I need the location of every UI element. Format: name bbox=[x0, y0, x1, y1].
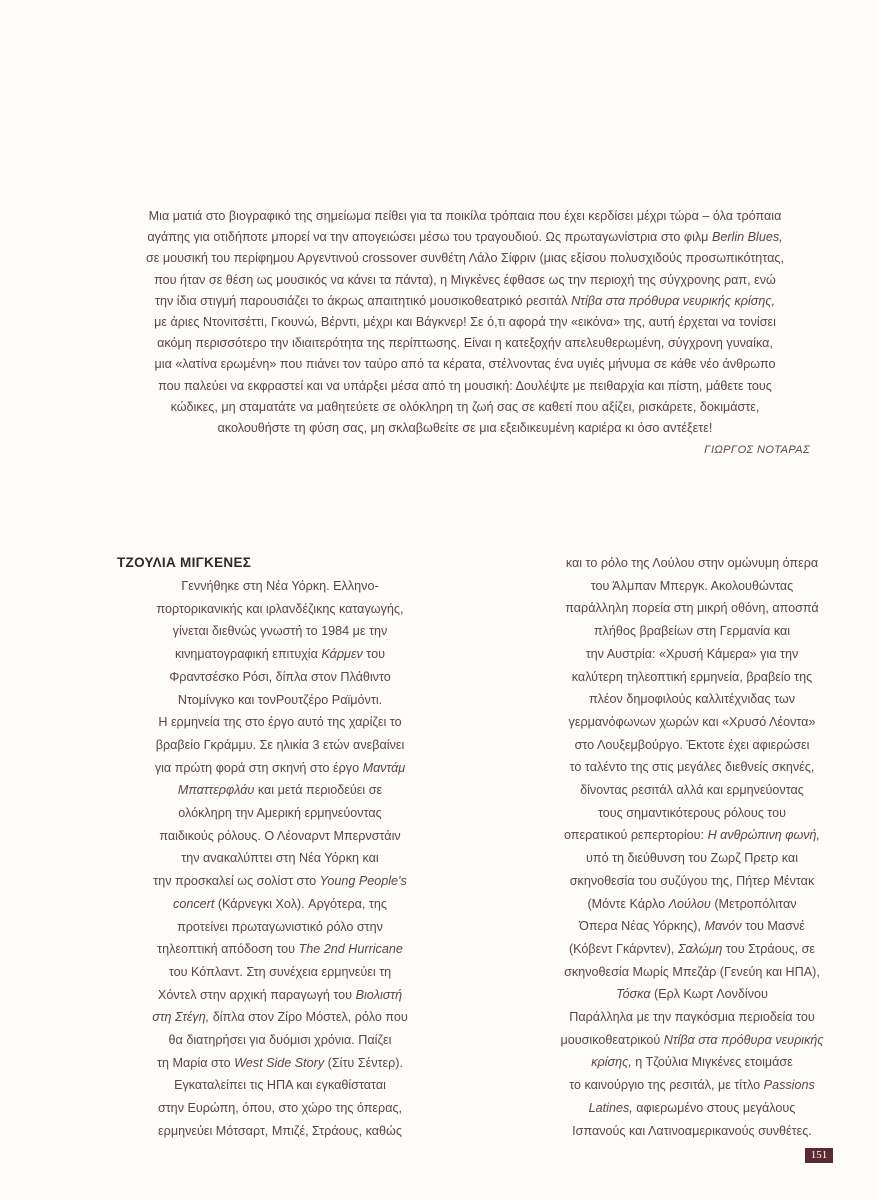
intro-text: αγάπης για οτιδήποτε μπορεί να την απογειώσει μέσω του τραγουδιού. Ως πρωταγωνίστρια στο φιλμ bbox=[147, 230, 709, 245]
work-title: Young People's bbox=[319, 874, 407, 889]
bio-line bbox=[110, 779, 450, 802]
bio-text: (Κάρνεγκι Χολ). Αργότερα, της bbox=[217, 896, 387, 911]
bio-line: του Κόπλαντ. Στη συνέχεια ερμηνεύει τη bbox=[168, 964, 392, 979]
intro-line: ακολουθήστε τη φύση σας, μη σκλαβωθείτε σε μια εξειδικευμένη καριέρα κι όσο αντέξετε! bbox=[217, 421, 713, 436]
intro-line: Μια ματιά στο βιογραφικό της σημείωμα πείθει για τα ποικίλα τρόπαια που έχει κερδίσει μέχρι τώρα – όλα τρόπαια bbox=[148, 209, 782, 223]
intro-line: που ήταν σε θέση ως μουσικός να κάνει τα πάντα), η Μιγκένες έφθασε ως την περιοχή της σύγχρονης ραπ, ενώ bbox=[154, 272, 776, 287]
bio-line: Ισπανούς και Λατινοαμερικανούς συνθέτες. bbox=[572, 1123, 812, 1138]
bio-line: πλέον δημοφιλούς καλλιτέχνιδας των bbox=[588, 692, 796, 707]
bio-line bbox=[110, 893, 450, 916]
bio-text: Χόντελ στην αρχική παραγωγή του bbox=[157, 987, 353, 1002]
bio-line bbox=[110, 938, 450, 961]
intro-paragraph bbox=[118, 206, 812, 439]
bio-text: (Ερλ Κωρτ Λονδίνου bbox=[654, 987, 768, 1002]
bio-line: Εγκαταλείπει τις ΗΠΑ και εγκαθίσταται bbox=[174, 1078, 386, 1093]
bio-line bbox=[110, 984, 450, 1007]
bio-text: (Σίτυ Σέντερ). bbox=[327, 1055, 403, 1070]
intro-line: μια «λατίνα ερωμένη» που πιάνει τον ταύρο από τα κέρατα, στέλνοντας ένα υγιές μήνυμα σε κάθε νέο άνθρωπο bbox=[154, 357, 776, 372]
work-title: Βιολιστή bbox=[355, 987, 403, 1002]
bio-text: του Μασνέ bbox=[745, 919, 805, 934]
bio-line: στο Λουξεμβούργο. Έκτοτε έχει αφιερώσει bbox=[574, 737, 810, 752]
bio-text: οπερατικού ρεπερτορίου: bbox=[563, 828, 705, 843]
bio-line bbox=[522, 893, 862, 916]
bio-line bbox=[522, 1051, 862, 1074]
bio-line: παιδικούς ρόλους. Ο Λέοναρντ Μπερνστάιν bbox=[159, 828, 401, 843]
bio-line: Παράλληλα με την παγκόσμια περιοδεία του bbox=[569, 1010, 815, 1025]
bio-text: την προσκαλεί ως σολίστ στο bbox=[153, 874, 317, 889]
work-title: The 2nd Hurricane bbox=[298, 942, 403, 957]
bio-text: (Κόβεντ Γκάρντεν), bbox=[568, 941, 675, 956]
film-title: Berlin Blues, bbox=[711, 230, 783, 245]
bio-line: πλήθος βραβείων στη Γερμανία και bbox=[593, 624, 791, 639]
bio-line bbox=[110, 1052, 450, 1075]
intro-line: σε μουσική του περίφημου Αργεντινού crossover συνθέτη Λάλο Σίφριν (μιας εξίσου πολυσχιδούς προσωπικότητας, bbox=[146, 251, 784, 266]
bio-text: για πρώτη φορά στη σκηνή στο έργο bbox=[154, 760, 360, 775]
bio-text: (Μόντε Κάρλο bbox=[587, 896, 666, 911]
work-title: Η ανθρώπινη φωνή, bbox=[707, 828, 821, 843]
bio-text: Όπερα Νέας Υόρκης), bbox=[579, 919, 701, 934]
work-title: Μαντάμ bbox=[362, 760, 406, 775]
work-title: Latines, bbox=[588, 1100, 633, 1115]
bio-line: Φραντσέσκο Ρόσι, δίπλα στον Πλάθιντο bbox=[169, 669, 391, 684]
bio-text: το καινούργιο της ρεσιτάλ, με τίτλο bbox=[569, 1078, 761, 1093]
bio-line bbox=[110, 643, 450, 666]
work-title: concert bbox=[173, 896, 215, 911]
bio-line: στην Ευρώπη, όπου, στο χώρο της όπερας, bbox=[157, 1101, 403, 1116]
bio-line: ολόκληρη την Αμερική ερμηνεύοντας bbox=[178, 806, 382, 821]
work-title: κρίσης, bbox=[591, 1055, 632, 1070]
bio-line: Η ερμηνεία της στο έργο αυτό της χαρίζει το bbox=[158, 715, 402, 730]
bio-line bbox=[522, 938, 862, 961]
bio-text: μουσικοθεατρικού bbox=[560, 1032, 661, 1047]
bio-text: τη Μαρία στο bbox=[157, 1055, 231, 1070]
bio-line: προτείνει πρωταγωνιστικό ρόλο στην bbox=[177, 919, 383, 934]
bio-line: το ταλέντο της στις μεγάλες διεθνείς σκηνές, bbox=[569, 760, 815, 775]
intro-line: ακόμη περισσότερο την ιδιαιτερότητα της περίπτωσης. Είναι η κατεξοχήν απελευθερωμένη, σύγχρονη γυναίκα, bbox=[157, 336, 773, 351]
bio-line bbox=[522, 983, 862, 1006]
bio-line: Ντομίνγκο και τονΡουτζέρο Ραϊμόντι. bbox=[177, 692, 383, 707]
work-title: West Side Story bbox=[234, 1055, 325, 1070]
intro-line: που παλεύει να εκφραστεί και να υπάρξει μέσα από τη μουσική: Δουλέψτε με πειθαρχία και πίστη, μάθετε τους bbox=[158, 378, 772, 393]
work-title: Μπαττερφλάυ bbox=[177, 783, 255, 798]
bio-line: πορτορικανικής και ιρλανδέζικης καταγωγής, bbox=[156, 601, 404, 616]
bio-line: ερμηνεύει Μότσαρτ, Μπιζέ, Στράους, καθώς bbox=[158, 1123, 402, 1138]
bio-heading: ΤΖΟΥΛΙΑ ΜΙΓΚΕΝΕΣ bbox=[117, 555, 252, 570]
bio-line: την Αυστρία: «Χρυσή Κάμερα» για την bbox=[585, 646, 799, 661]
bio-column-left bbox=[110, 575, 450, 1143]
author-signature: ΓΙΩΡΓΟΣ ΝΟΤΑΡΑΣ bbox=[704, 444, 810, 456]
bio-text: τηλεοπτική απόδοση του bbox=[157, 942, 296, 957]
bio-text: κινηματογραφική επιτυχία bbox=[175, 647, 318, 662]
bio-line: Γεννήθηκε στη Νέα Υόρκη. Ελληνο- bbox=[181, 579, 379, 593]
bio-line bbox=[110, 1006, 450, 1029]
bio-line bbox=[110, 870, 450, 893]
bio-line bbox=[522, 915, 862, 938]
work-title: Passions bbox=[763, 1078, 815, 1093]
bio-line: βραβείο Γκράμμυ. Σε ηλικία 3 ετών ανεβαίνει bbox=[155, 737, 405, 752]
bio-line: του Άλμπαν Μπεργκ. Ακολουθώντας bbox=[590, 578, 794, 593]
bio-column-right bbox=[522, 552, 862, 1142]
work-title: Μανόν bbox=[704, 919, 742, 934]
work-title: στη Στέγη, bbox=[152, 1010, 210, 1025]
recital-title: Ντίβα στα πρόθυρα νευρικής κρίσης, bbox=[571, 293, 775, 308]
work-title: Ντίβα στα πρόθυρα νευρικής bbox=[663, 1032, 824, 1047]
bio-text: (Μετροπόλιταν bbox=[714, 896, 797, 911]
bio-text: αφιερωμένο στους μεγάλους bbox=[636, 1100, 796, 1115]
bio-text: η Τζούλια Μιγκένες ετοιμάσε bbox=[635, 1055, 793, 1070]
work-title: Σαλώμη bbox=[677, 941, 723, 956]
intro-line: με άριες Ντονιτσέττι, Γκουνώ, Βέρντι, μέχρι και Βάγκνερ! Σε ό,τι αφορά την «εικόνα» της, αυτή έρχεται να τονίσει bbox=[154, 315, 776, 330]
bio-line bbox=[110, 757, 450, 780]
bio-line: την ανακαλύπτει στη Νέα Υόρκη και bbox=[181, 851, 379, 866]
work-title: Κάρμεν bbox=[321, 647, 363, 662]
work-title: Λούλου bbox=[668, 896, 711, 911]
bio-text: δίπλα στον Ζίρο Μόστελ, ρόλο που bbox=[212, 1010, 408, 1025]
page-number: 151 bbox=[805, 1148, 833, 1163]
bio-text: και μετά περιοδεύει σε bbox=[257, 783, 383, 798]
intro-line bbox=[118, 291, 812, 312]
bio-line: υπό τη διεύθυνση του Ζωρζ Πρετρ και bbox=[586, 851, 798, 866]
bio-line: παράλληλη πορεία στη μικρή οθόνη, αποσπά bbox=[565, 601, 819, 616]
bio-line bbox=[522, 1029, 862, 1052]
bio-text: του Στράους, σε bbox=[725, 941, 816, 956]
work-title: Τόσκα bbox=[616, 987, 651, 1002]
bio-text: του bbox=[366, 647, 385, 662]
intro-line: κώδικες, μη σταματάτε να μαθητεύετε σε ολόκληρη τη ζωή σας σε καθετί που αξίζει, ρισκάρετε, δοκιμάστε, bbox=[170, 399, 760, 414]
bio-line bbox=[522, 1074, 862, 1097]
bio-line: θα διατηρήσει για δυόμισι χρόνια. Παίζει bbox=[168, 1033, 392, 1048]
bio-line: τους σημαντικότερους ρόλους του bbox=[597, 805, 786, 820]
intro-text: την ίδια στιγμή παρουσιάζει το άκρως απαιτητικό μουσικοθεατρικό ρεσιτάλ bbox=[155, 293, 568, 308]
intro-line bbox=[118, 227, 812, 248]
bio-line: και το ρόλο της Λούλου στην ομώνυμη όπερα bbox=[565, 556, 819, 570]
bio-line bbox=[522, 824, 862, 847]
bio-line: σκηνοθεσία του συζύγου της, Πήτερ Μέντακ bbox=[569, 873, 815, 888]
bio-line: γίνεται διεθνώς γνωστή το 1984 με την bbox=[172, 624, 388, 639]
bio-line: σκηνοθεσία Μωρίς Μπεζάρ (Γενεύη και ΗΠΑ), bbox=[564, 964, 820, 979]
bio-line bbox=[522, 1097, 862, 1120]
bio-line: καλύτερη τηλεοπτική ερμηνεία, βραβείο της bbox=[571, 669, 813, 684]
bio-line: γερμανόφωνων χωρών και «Χρυσό Λέοντα» bbox=[568, 714, 816, 729]
bio-line: δίνοντας ρεσιτάλ αλλά και ερμηνεύοντας bbox=[580, 783, 804, 798]
